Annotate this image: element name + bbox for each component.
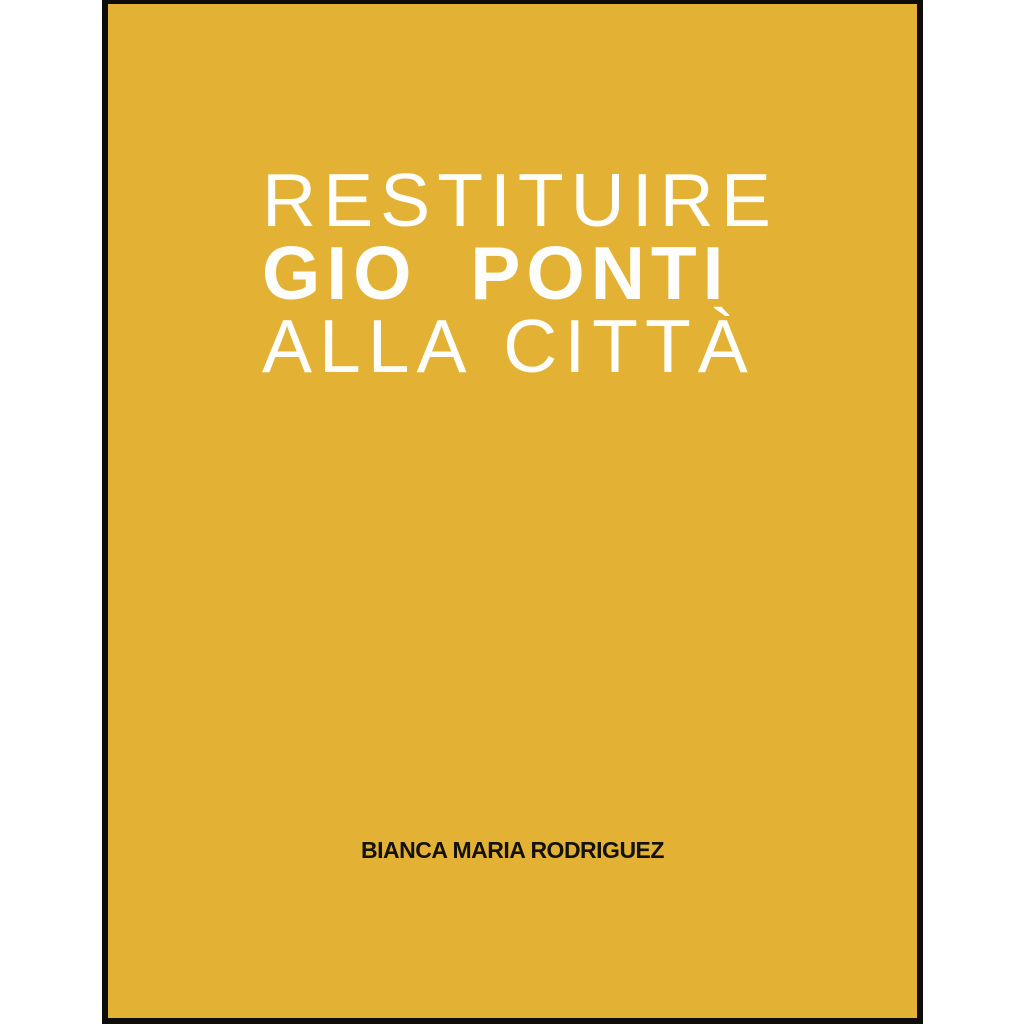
title-line-alla-citta: ALLA CITTÀ (262, 304, 755, 388)
title-line-gio-ponti: GIO PONTI (262, 231, 730, 315)
author-name: BIANCA MARIA RODRIGUEZ (361, 837, 664, 863)
title-line-restituire: RESTITUIRE (262, 158, 778, 242)
book-cover (102, 0, 923, 1024)
title-block (262, 158, 778, 388)
